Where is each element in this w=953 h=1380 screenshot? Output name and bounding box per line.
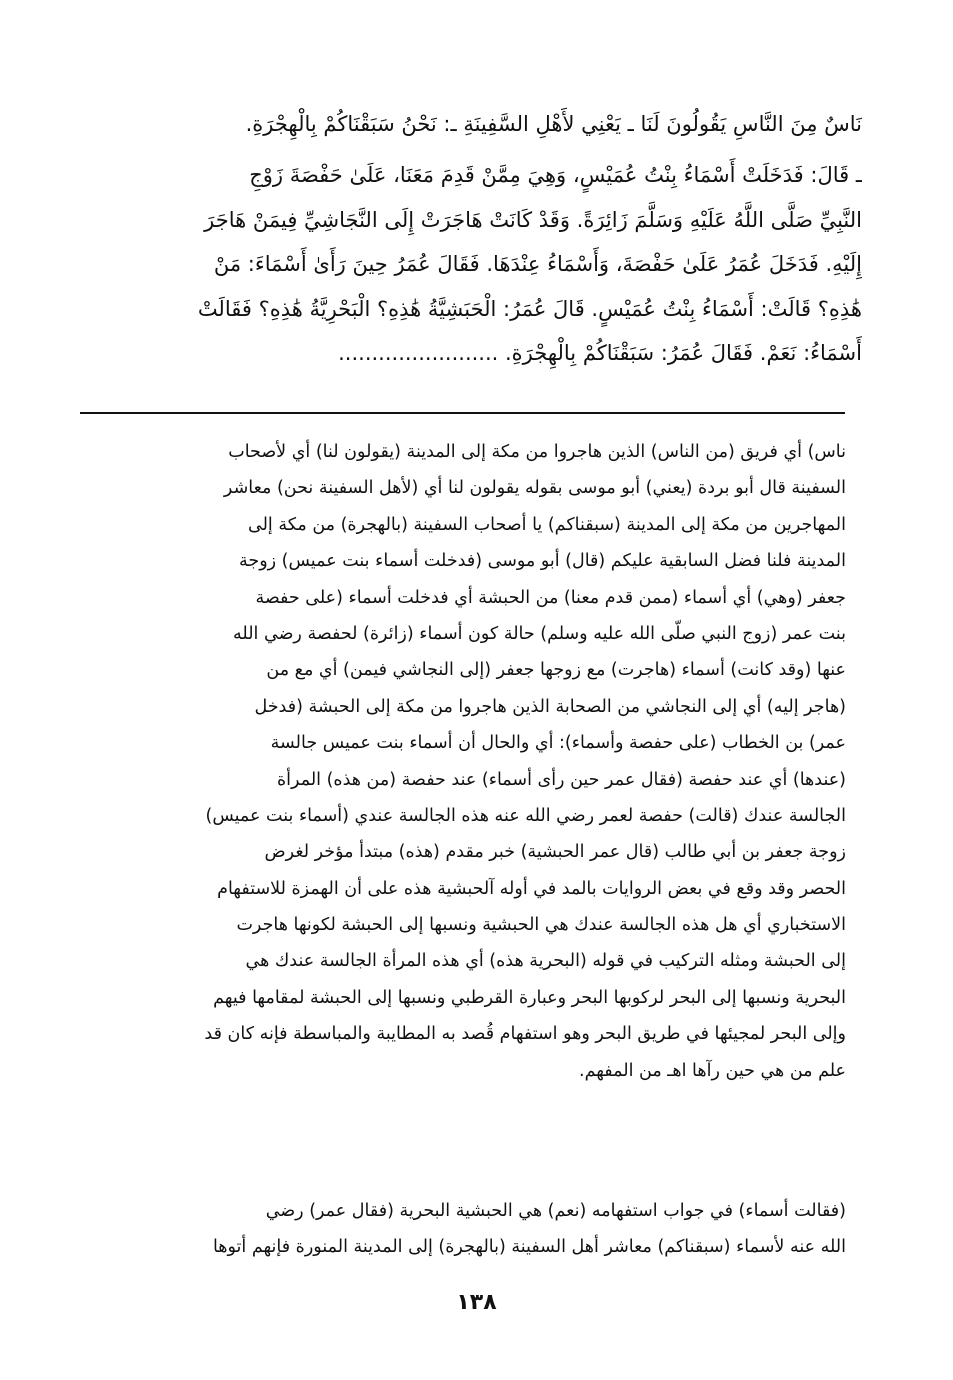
commentary-line: الحصر وقد وقع في بعض الروايات بالمد في أوله آلحبشية هذه على أن الهمزة للاستفهام <box>217 878 846 899</box>
commentary-line: إلى الحبشة ومثله التركيب في قوله (البحرية هذه) أي هذه المرأة الجالسة عندك هي <box>245 951 846 972</box>
commentary-line: (عندها) أي عند حفصة (فقال عمر حين رأى أسماء) عند حفصة (من هذه) المرأة <box>277 769 846 790</box>
hadith-line: إِلَيْهِ. فَدَخَلَ عُمَرُ عَلَىٰ حَفْصَةَ، وَأَسْمَاءُ عِنْدَهَا. فَقَالَ عُمَرُ حِينَ رَأَىٰ أَسْمَاءَ: مَنْ <box>213 252 862 276</box>
hadith-line: ـ قَالَ: فَدَخَلَتْ أَسْمَاءُ بِنْتُ عُمَيْسٍ، وَهِيَ مِمَّنْ قَدِمَ مَعَنَا، عَلَىٰ حَفْصَةَ زَوْجِ <box>249 163 862 187</box>
commentary-line: البحرية ونسبها إلى البحر لركوبها البحر وعبارة القرطبي ونسبها إلى الحبشة لمقامها فيهم <box>213 987 846 1008</box>
commentary-line: السفينة قال أبو بردة (يعني) أبو موسى بقوله يقولون لنا أي (لأهل السفينة نحن) معاشر <box>223 478 846 499</box>
commentary-line: وإلى البحر لمجيئها في طريق البحر وهو استفهام قُصد به المطايبة والمباسطة فإنه كان قد <box>204 1024 846 1045</box>
commentary-line: بنت عمر (زوج النبي صلّى الله عليه وسلم) حالة كون أسماء (زائرة) لحفصة رضي الله <box>233 623 846 644</box>
commentary-line: المدينة فلنا فضل السابقية عليكم (قال) أبو موسى (فدخلت أسماء بنت عميس) زوجة <box>239 551 846 572</box>
commentary-line: (فقالت أسماء) في جواب استفهامه (نعم) هي الحبشية البحرية (فقال عمر) رضي <box>265 1201 846 1221</box>
commentary-line: زوجة جعفر بن أبي طالب (قال عمر الحبشية) خبر مقدم (هذه) مبتدأ مؤخر لغرض <box>264 842 846 863</box>
commentary-line: الجالسة عندك (قالت) حفصة لعمر رضي الله عنه هذه الجالسة عندي (أسماء بنت عميس) <box>205 805 846 826</box>
commentary-line: عمر) بن الخطاب (على حفصة وأسماء): أي والحال أن أسماء بنت عميس جالسة <box>270 733 846 754</box>
commentary-line: المهاجرين من مكة إلى المدينة (سبقناكم) يا أصحاب السفينة (بالهجرة) من مكة إلى <box>248 514 846 535</box>
commentary-line: ناس) أي فريق (من الناس) الذين هاجروا من مكة إلى المدينة (يقولون لنا) أي لأصحاب <box>228 442 846 462</box>
commentary-line: الاستخباري أي هل هذه الجالسة عندك هي الحبشية ونسبها إلى الحبشة لكونها هاجرت <box>236 915 846 936</box>
commentary-line: علم من هي حين رآها اهـ من المفهم. <box>579 1060 846 1081</box>
commentary-line: جعفر (وهي) أي أسماء (ممن قدم معنا) من الحبشة أي فدخلت أسماء (على حفصة <box>255 587 846 608</box>
hadith-line: النَّبِيِّ صَلَّى اللَّهُ عَلَيْهِ وَسَلَّمَ زَائِرَةً. وَقَدْ كَانَتْ هَاجَرَتْ إِلَى النَّجَاشِيِّ فِيمَنْ هَاجَرَ <box>204 207 862 232</box>
commentary-line: عنها (وقد كانت) أسماء (هاجرت) مع زوجها جعفر (إلى النجاشي فيمن) أي مع من <box>266 660 846 681</box>
commentary-paragraph <box>74 434 846 1089</box>
page-number: ١٣٨ <box>456 1290 497 1315</box>
commentary-line: (هاجر إليه) أي إلى النجاشي من الصحابة الذين هاجروا من مكة إلى الحبشة (فدخل <box>254 696 846 717</box>
section-divider <box>80 412 845 414</box>
hadith-line: هَٰذِهِ؟ قَالَتْ: أَسْمَاءُ بِنْتُ عُمَيْسٍ. قَالَ عُمَرُ: الْحَبَشِيَّةُ هَٰذِهِ؟ الْبَحْرِيَّةُ هَٰذِهِ؟ فَقَالَتْ <box>197 296 862 321</box>
hadith-text <box>72 153 862 376</box>
hadith-line: أَسْمَاءُ: نَعَمْ. فَقَالَ عُمَرُ: سَبَقْنَاكُمْ بِالْهِجْرَةِ. ........................ <box>338 341 862 365</box>
commentary-line: الله عنه لأسماء (سبقناكم) معاشر أهل السفينة (بالهجرة) إلى المدينة المنورة فإنهم أتوها <box>212 1237 846 1258</box>
hadith-line: نَاسٌ مِنَ النَّاسِ يَقُولُونَ لَنَا ـ يَعْنِي لأَهْلِ السَّفِينَةِ ـ: نَحْنُ سَبَقْنَاكُمْ بِالْهِجْرَةِ. <box>245 112 862 136</box>
hadith-text-top <box>72 102 862 147</box>
commentary-paragraph <box>74 1193 846 1266</box>
